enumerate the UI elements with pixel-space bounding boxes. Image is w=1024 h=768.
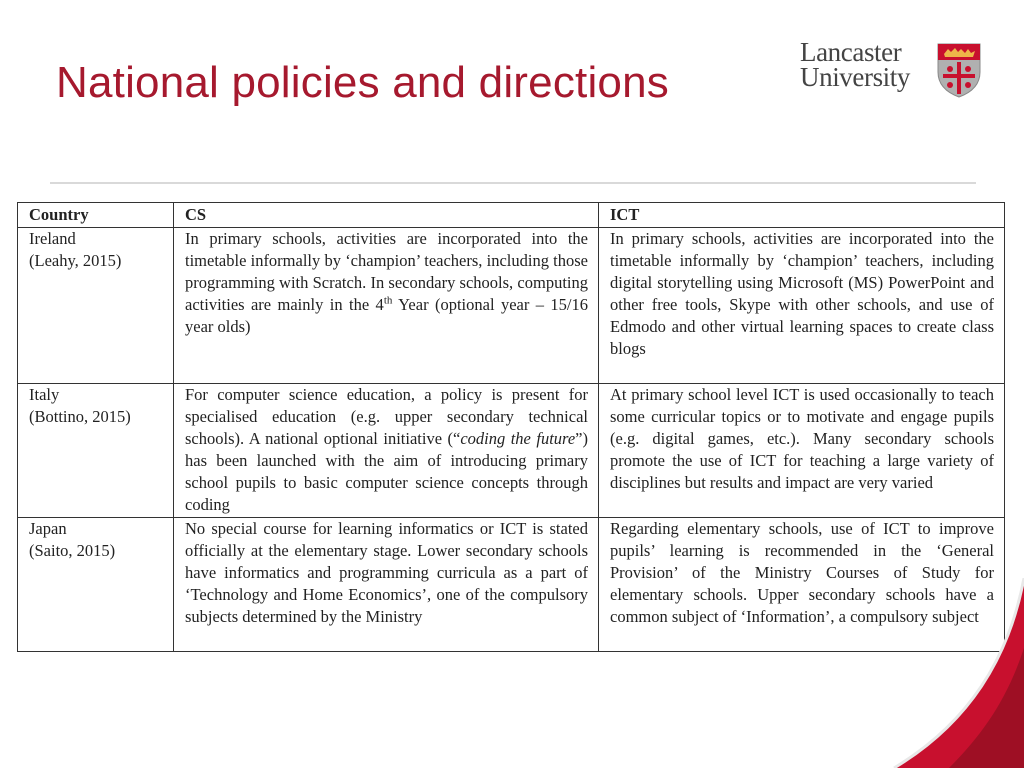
table-row-ireland xyxy=(18,228,1005,384)
country-reference: (Saito, 2015) xyxy=(29,541,116,560)
logo-line-1: Lancaster xyxy=(800,37,902,67)
cs-text-continued: Year (optional year – 15/16 year olds) xyxy=(185,295,588,336)
cs-text-continued: ”) has been launched with the aim of introducing primary school pupils to basic computer science concepts through coding xyxy=(185,429,588,514)
title-divider xyxy=(50,182,976,184)
country-cell xyxy=(18,228,174,384)
country-cell xyxy=(18,384,174,518)
header-country: Country xyxy=(18,203,174,228)
country-name: Italy xyxy=(29,385,60,404)
cs-emphasis: coding the future xyxy=(460,429,576,448)
logo-line-2: University xyxy=(800,62,910,92)
table-row-italy xyxy=(18,384,1005,518)
cs-text: In primary schools, activities are incorporated into the timetable informally by ‘champion’ teachers, including those programming with Scratch. In secondary schools, computing activities are mainly in the 4 xyxy=(185,229,588,314)
slide-title: National policies and directions xyxy=(56,58,669,107)
country-name: Ireland xyxy=(29,229,76,248)
cs-cell: No special course for learning informatics or ICT is stated officially at the elementary stage. Lower secondary schools have informatics and programming curricula as a part of ‘Technology and Home Economics’, one of the compulsory subjects determined by the Ministry xyxy=(174,518,599,652)
cs-cell xyxy=(174,384,599,518)
ict-cell: Regarding elementary schools, use of ICT to improve pupils’ learning is recommended in the ‘General Provision’ of the Ministry Courses of Study for elementary schools. Upper secondary schools have a common subject of ‘Information’, a compulsory subject xyxy=(599,518,1005,652)
corner-swoosh-decoration xyxy=(874,578,1024,768)
university-logo xyxy=(800,37,984,100)
crest-icon xyxy=(936,42,982,98)
table-row-japan xyxy=(18,518,1005,652)
header-ict: ICT xyxy=(599,203,1005,228)
policy-table xyxy=(17,202,1005,652)
country-cell xyxy=(18,518,174,652)
country-reference: (Bottino, 2015) xyxy=(29,407,131,426)
header-cs: CS xyxy=(174,203,599,228)
cs-cell xyxy=(174,228,599,384)
table-header-row xyxy=(18,203,1005,228)
cs-superscript: th xyxy=(383,294,393,307)
country-name: Japan xyxy=(29,519,67,538)
cs-text: For computer science education, a policy is present for specialised education (e.g. upper secondary technical schools). A national optional initiative (“ xyxy=(185,385,588,448)
ict-cell: At primary school level ICT is used occasionally to teach some curricular topics or to motivate and engage pupils (e.g. digital games, etc.). Many secondary schools promote the use of ICT for teaching a large variety of disciplines but results and impact are very varied xyxy=(599,384,1005,518)
ict-cell: In primary schools, activities are incorporated into the timetable informally by ‘champion’ teachers, including digital storytelling using Microsoft (MS) PowerPoint and other free tools, Skype with other schools, and use of Edmodo and other virtual learning spaces to create class blogs xyxy=(599,228,1005,384)
country-reference: (Leahy, 2015) xyxy=(29,251,122,270)
logo-wordmark xyxy=(800,37,910,92)
